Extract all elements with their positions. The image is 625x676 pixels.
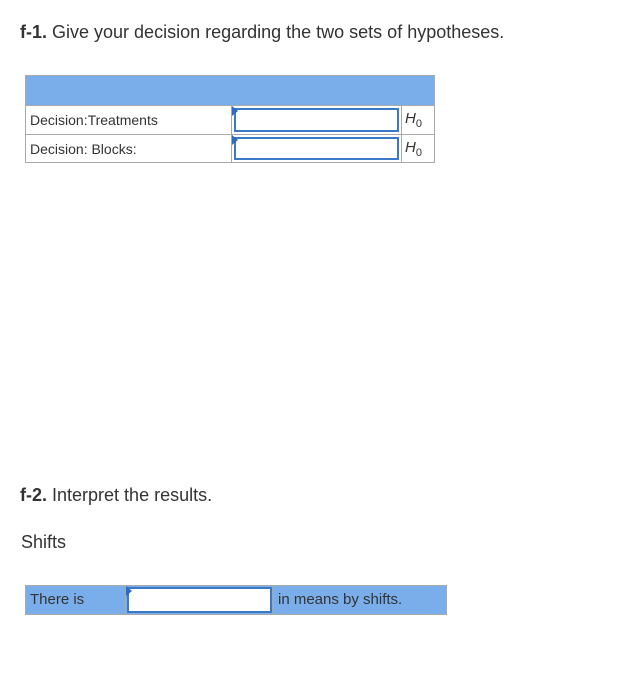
table-header	[26, 76, 434, 106]
blocks-decision-dropdown[interactable]	[234, 137, 399, 160]
decision-table	[25, 75, 435, 163]
question-f1-text: Give your decision regarding the two sets of hypotheses.	[52, 22, 505, 42]
table-row-treatments	[26, 106, 434, 134]
interpretation-dropdown[interactable]	[127, 587, 272, 613]
table-row-blocks	[26, 134, 434, 162]
blocks-h0-label: $H_0$	[405, 139, 422, 159]
question-f1-number: f-1.	[20, 22, 47, 42]
dropdown-indicator-icon	[232, 135, 238, 145]
question-f2-title	[20, 485, 212, 506]
treatments-h0-label: $H_0$	[405, 110, 422, 130]
interpretation-cell	[126, 586, 274, 614]
dropdown-indicator-icon	[126, 586, 132, 596]
interpretation-sentence	[25, 585, 447, 615]
blocks-decision-cell	[232, 135, 402, 162]
question-f2-text: Interpret the results.	[52, 485, 213, 505]
sentence-prefix: There is	[26, 586, 126, 614]
dropdown-indicator-icon	[232, 106, 238, 116]
treatments-decision-label: Decision:Treatments	[26, 106, 232, 134]
treatments-decision-dropdown[interactable]	[234, 108, 399, 132]
blocks-decision-label: Decision: Blocks:	[26, 135, 232, 162]
question-f1-title	[20, 22, 504, 43]
treatments-decision-cell	[232, 106, 402, 134]
question-f2-number: f-2.	[20, 485, 47, 505]
shifts-label: Shifts	[21, 532, 67, 552]
sentence-suffix: in means by shifts.	[278, 591, 403, 608]
